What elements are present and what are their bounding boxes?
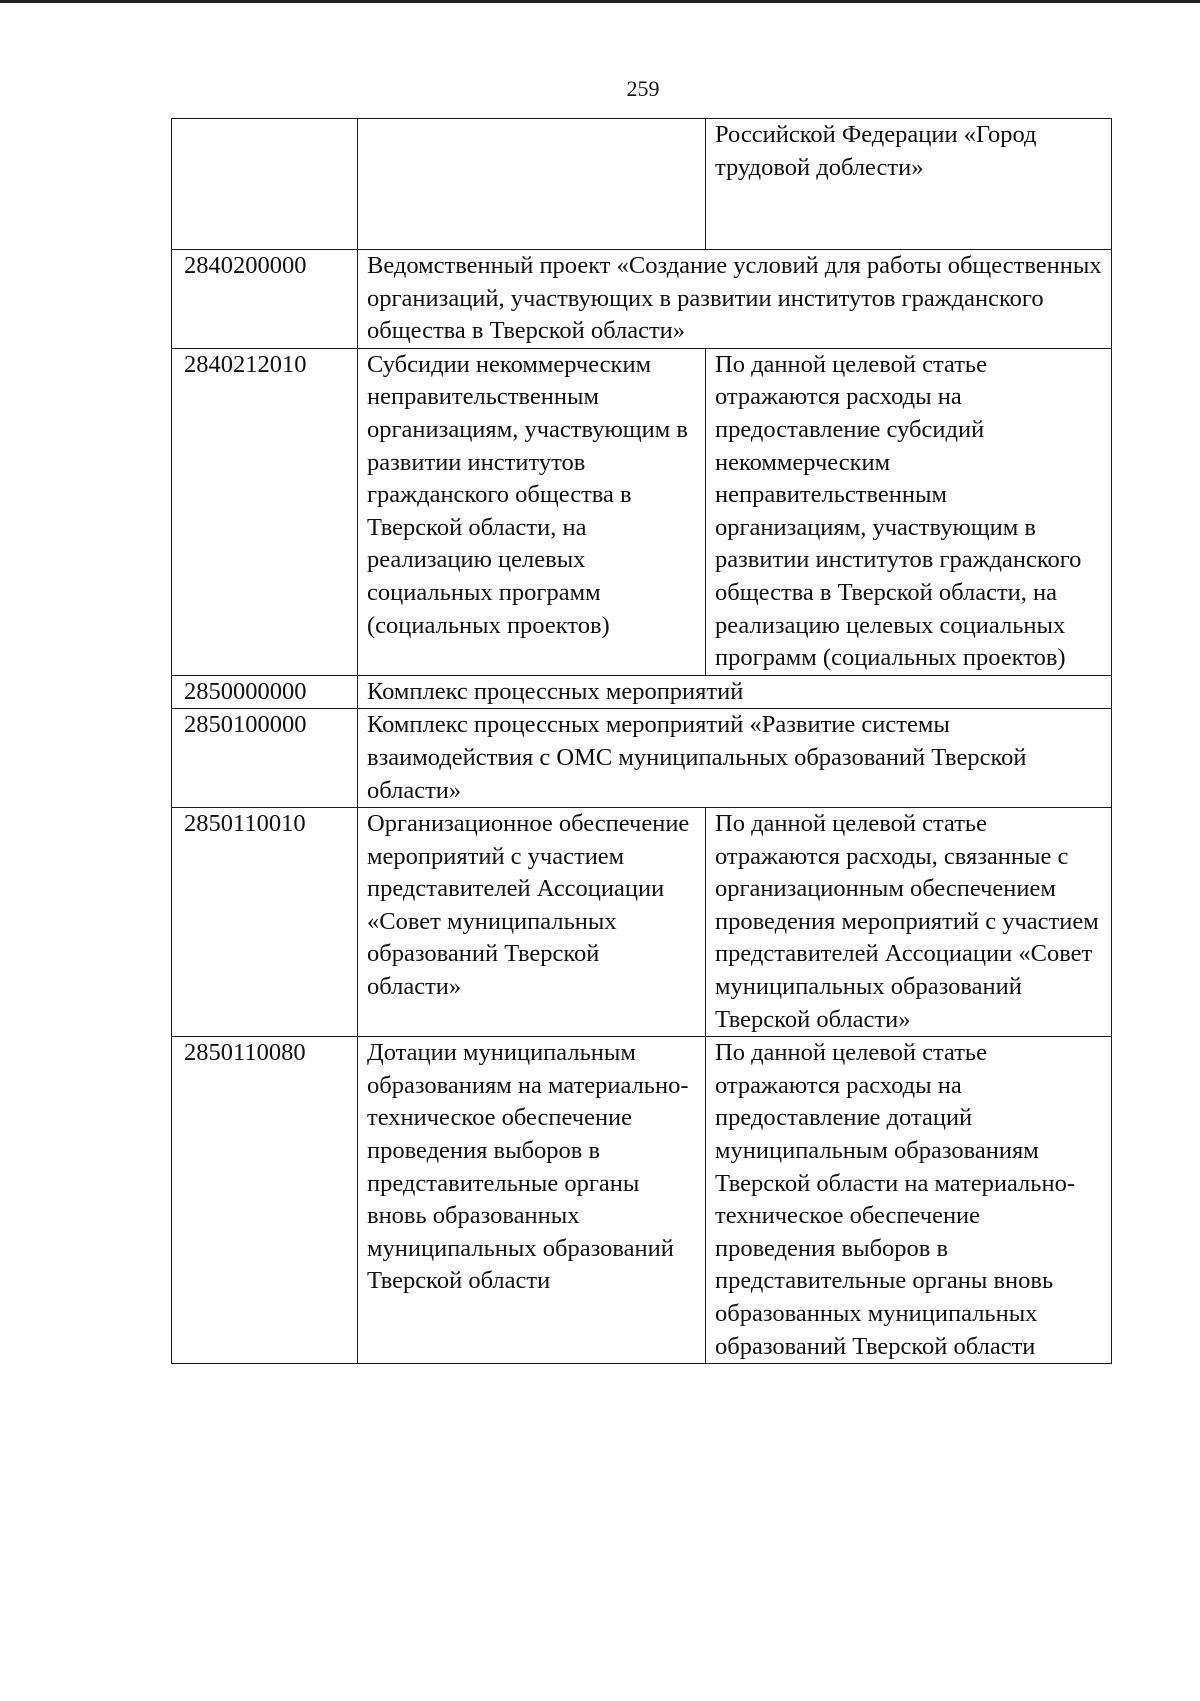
code-cell: 2840200000 xyxy=(172,250,358,349)
table-row xyxy=(172,675,1112,709)
description-cell: По данной целевой статье отражаются расходы, связанные с организационным обеспечением проведения мероприятий с участием представителей Ассоциации «Совет муниципальных образований Тверской области» xyxy=(706,808,1112,1037)
description-cell: Российской Федерации «Город трудовой доблести» xyxy=(706,119,1112,250)
name-cell: Организационное обеспечение мероприятий с участием представителей Ассоциации «Совет муниципальных образований Тверской области» xyxy=(358,808,706,1037)
page-top-edge xyxy=(0,0,1200,3)
code-cell xyxy=(172,119,358,250)
code-cell: 2850110080 xyxy=(172,1037,358,1364)
code-cell: 2840212010 xyxy=(172,348,358,675)
table-row xyxy=(172,1037,1112,1364)
code-cell: 2850100000 xyxy=(172,709,358,808)
budget-classification-table xyxy=(171,118,1112,1364)
description-cell: По данной целевой статье отражаются расходы на предоставление субсидий некоммерческим неправительственным организациям, участвующим в развитии институтов гражданского общества в Тверской области, на реализацию целевых социальных программ (социальных проектов) xyxy=(706,348,1112,675)
name-cell: Комплекс процессных мероприятий «Развитие системы взаимодействия с ОМС муниципальных образований Тверской области» xyxy=(358,709,1112,808)
page-number: 259 xyxy=(626,76,660,101)
code-cell: 2850110010 xyxy=(172,808,358,1037)
table-row xyxy=(172,250,1112,349)
table-row xyxy=(172,348,1112,675)
description-cell: По данной целевой статье отражаются расходы на предоставление дотаций муниципальным образованиям Тверской области на материально-техническое обеспечение проведения выборов в представительные органы вновь образованных муниципальных образований Тверской области xyxy=(706,1037,1112,1364)
table-row xyxy=(172,808,1112,1037)
name-cell: Ведомственный проект «Создание условий для работы общественных организаций, участвующих в развитии институтов гражданского общества в Тверской области» xyxy=(358,250,1112,349)
table-row xyxy=(172,709,1112,808)
name-cell: Дотации муниципальным образованиям на материально-техническое обеспечение проведения выборов в представительные органы вновь образованных муниципальных образований Тверской области xyxy=(358,1037,706,1364)
name-cell: Комплекс процессных мероприятий xyxy=(358,675,1112,709)
name-cell: Субсидии некоммерческим неправительственным организациям, участвующим в развитии институтов гражданского общества в Тверской области, на реализацию целевых социальных программ (социальных проектов) xyxy=(358,348,706,675)
name-cell xyxy=(358,119,706,250)
table-row xyxy=(172,119,1112,250)
code-cell: 2850000000 xyxy=(172,675,358,709)
